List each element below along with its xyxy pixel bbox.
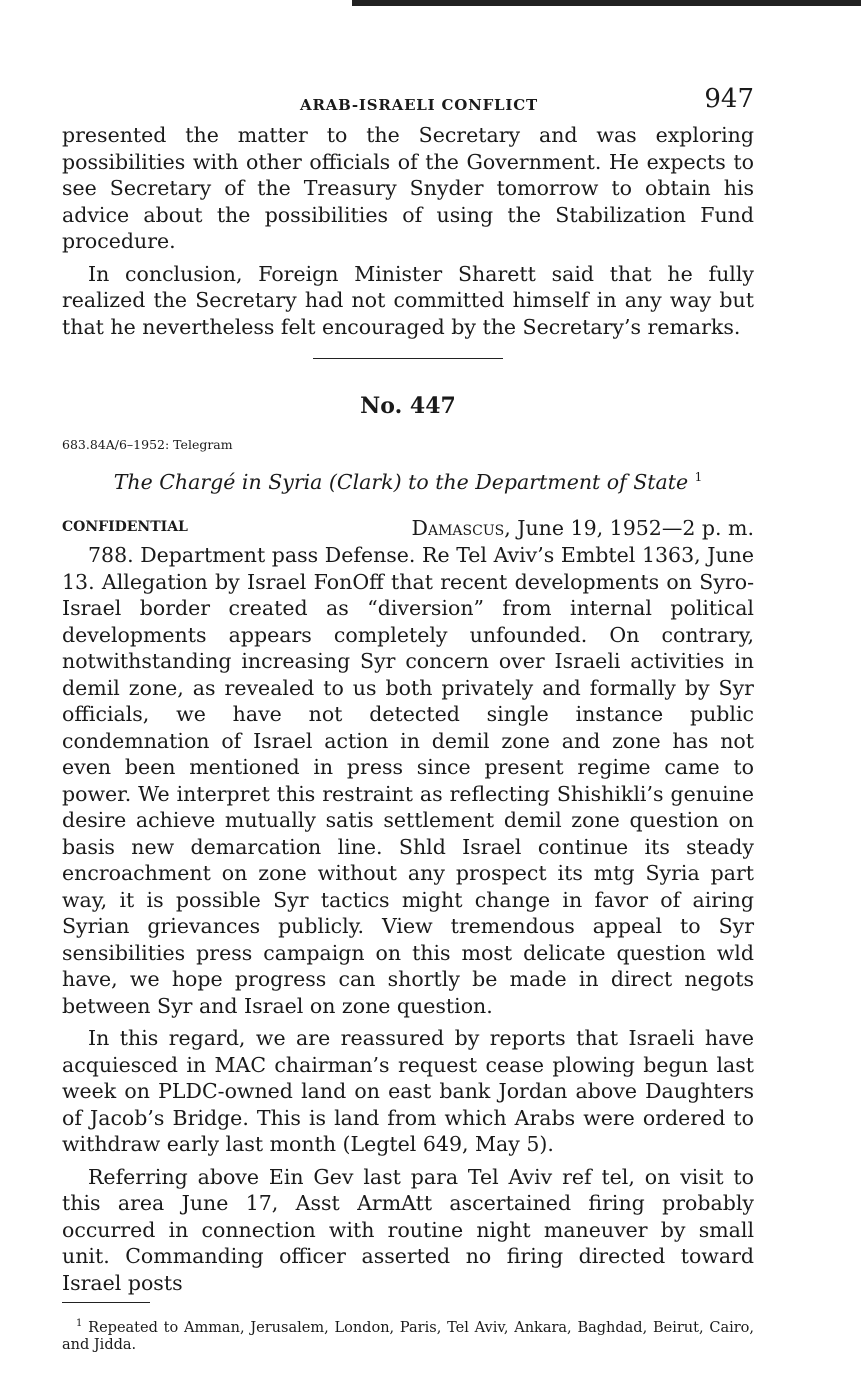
body-paragraph: In this regard, we are reassured by reports that Israeli have acquiesced in MAC chairman’s request cease plowing begun last week on PLDC-owned land on east bank Jordan above Daughters of Jacob’s Bridge. This is land from which Arabs were ordered to withdraw early last month (Legtel 649, May 5). — [62, 1026, 754, 1156]
body-paragraph: 788. Department pass Defense. Re Tel Aviv’s Embtel 1363, June 13. Allegation by Israel FonOff that recent developments on Syro-Israel border created as “diversion” from internal political developments appears completely unfounded. On contrary, notwithstanding increasing Syr concern over Israeli activities in demil zone, as revealed to us both privately and formally by Syr officials, we have not detected single instance public condemnation of Israel action in demil zone and zone has not even been mentioned in press since present regime came to power. We interpret this restraint as reflecting Shishikli’s genuine desire achieve mutually satis settlement demil zone question on basis new demarcation line. Shld Israel continue its steady encroachment on zone without any prospect its mtg Syria part way, it is possible Syr tactics might change in favor of airing Syrian grievances publicly. View tremendous appeal to Syr sensibilities press campaign on this most delicate question wld have, we hope progress can shortly be made in direct negots between Syr and Israel on zone question. — [62, 543, 754, 1018]
footnote-number: 1 — [76, 1318, 83, 1329]
continuation-paragraph: presented the matter to the Secretary and was exploring possibilities with other officials of the Government. He expects to see Secretary of the Treasury Snyder tomorrow to obtain his advice about the possibilities of using the Stabilization Fund procedure. — [62, 123, 754, 253]
classification-label: CONFIDENTIAL — [62, 519, 188, 535]
running-head-title: ARAB-ISRAELI CONFLICT — [300, 96, 538, 114]
file-reference: 683.84A/6–1952: Telegram — [62, 437, 233, 452]
footnote-divider — [62, 1302, 150, 1303]
place: Damascus, — [411, 516, 511, 540]
scan-edge-bar — [352, 0, 861, 6]
body-paragraph: Referring above Ein Gev last para Tel Aviv ref tel, on visit to this area June 17, Asst ArmAtt ascertained firing probably occurred in connection with routine night maneuver by small unit. Commanding officer asserted no firing directed toward Israel posts — [62, 1164, 754, 1295]
section-divider — [313, 358, 503, 359]
page-number: 947 — [704, 84, 754, 114]
footnote-text: Repeated to Amman, Jerusalem, London, Paris, Tel Aviv, Ankara, Baghdad, Beirut, Cairo, and Jidda. — [62, 1319, 754, 1353]
document-number: No. 447 — [360, 393, 456, 419]
document-title-text: The Chargé in Syria (Clark) to the Department of State — [113, 470, 689, 494]
document-page — [62, 84, 754, 1354]
dateline — [62, 516, 754, 542]
place-and-date — [412, 516, 754, 540]
date: June 19, 1952—2 p. m. — [517, 516, 754, 540]
footnote-marker: 1 — [694, 470, 703, 485]
running-head — [62, 84, 754, 122]
conclusion-paragraph: In conclusion, Foreign Minister Sharett said that he fully realized the Secretary had not committed himself in any way but that he nevertheless felt encouraged by the Secretary’s remarks. — [62, 261, 754, 339]
footnote — [62, 1315, 754, 1354]
document-title — [62, 470, 754, 494]
